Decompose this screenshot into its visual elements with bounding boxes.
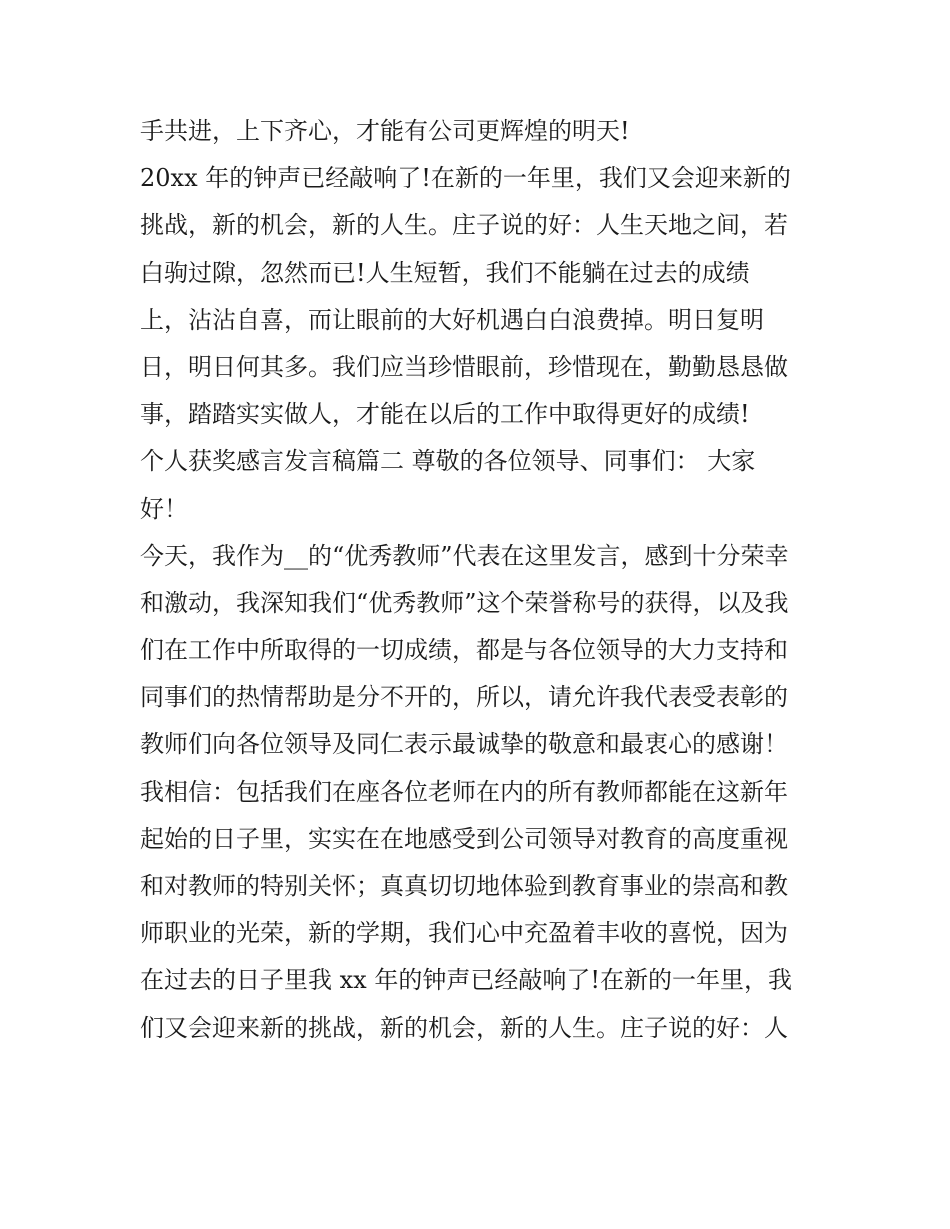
text-line: 们又会迎来新的挑战，新的机会，新的人生。庄子说的好：人 [140, 1013, 788, 1042]
text-line: 上，沾沾自喜，而让眼前的大好机遇白白浪费掉。明日复明 [140, 305, 764, 334]
text-line: 们在工作中所取得的一切成绩，都是与各位领导的大力支持和 [140, 636, 788, 665]
text-line: 日，明日何其多。我们应当珍惜眼前，珍惜现在，勤勤恳恳做 [140, 352, 788, 381]
text-line: 白驹过隙，忽然而已!人生短暂，我们不能躺在过去的成绩 [140, 258, 750, 287]
text-line: 手共进，上下齐心，才能有公司更辉煌的明天! [140, 117, 630, 145]
text-line: 在过去的日子里我 xx 年的钟声已经敲响了!在新的一年里，我 [140, 966, 792, 995]
text-line: 起始的日子里，实实在在地感受到公司领导对教育的高度重视 [140, 824, 788, 853]
text-line: 好！ [140, 494, 188, 523]
text-line: 今天，我作为__的“优秀教师”代表在这里发言，感到十分荣幸 [140, 541, 789, 570]
text-line: 我相信：包括我们在座各位老师在内的所有教师都能在这新年 [140, 777, 788, 806]
text-line: 同事们的热情帮助是分不开的，所以，请允许我代表受表彰的 [140, 683, 788, 712]
section-heading-line: 个人获奖感言发言稿篇二 尊敬的各位领导、同事们： 大家 [140, 447, 756, 476]
text-line: 师职业的光荣，新的学期，我们心中充盈着丰收的喜悦，因为 [140, 919, 788, 948]
text-line: 和对教师的特别关怀；真真切切地体验到教育事业的崇高和教 [140, 872, 788, 900]
document-body [140, 108, 830, 1052]
text-line: 教师们向各位领导及同仁表示最诚挚的敬意和最衷心的感谢！ [140, 730, 788, 759]
text-line: 和激动，我深知我们“优秀教师”这个荣誉称号的获得，以及我 [140, 588, 789, 617]
text-line: 挑战，新的机会，新的人生。庄子说的好：人生天地之间，若 [140, 211, 788, 240]
text-line: 20xx 年的钟声已经敲响了!在新的一年里，我们又会迎来新的 [140, 164, 791, 193]
text-line: 事，踏踏实实做人，才能在以后的工作中取得更好的成绩! [140, 400, 750, 429]
